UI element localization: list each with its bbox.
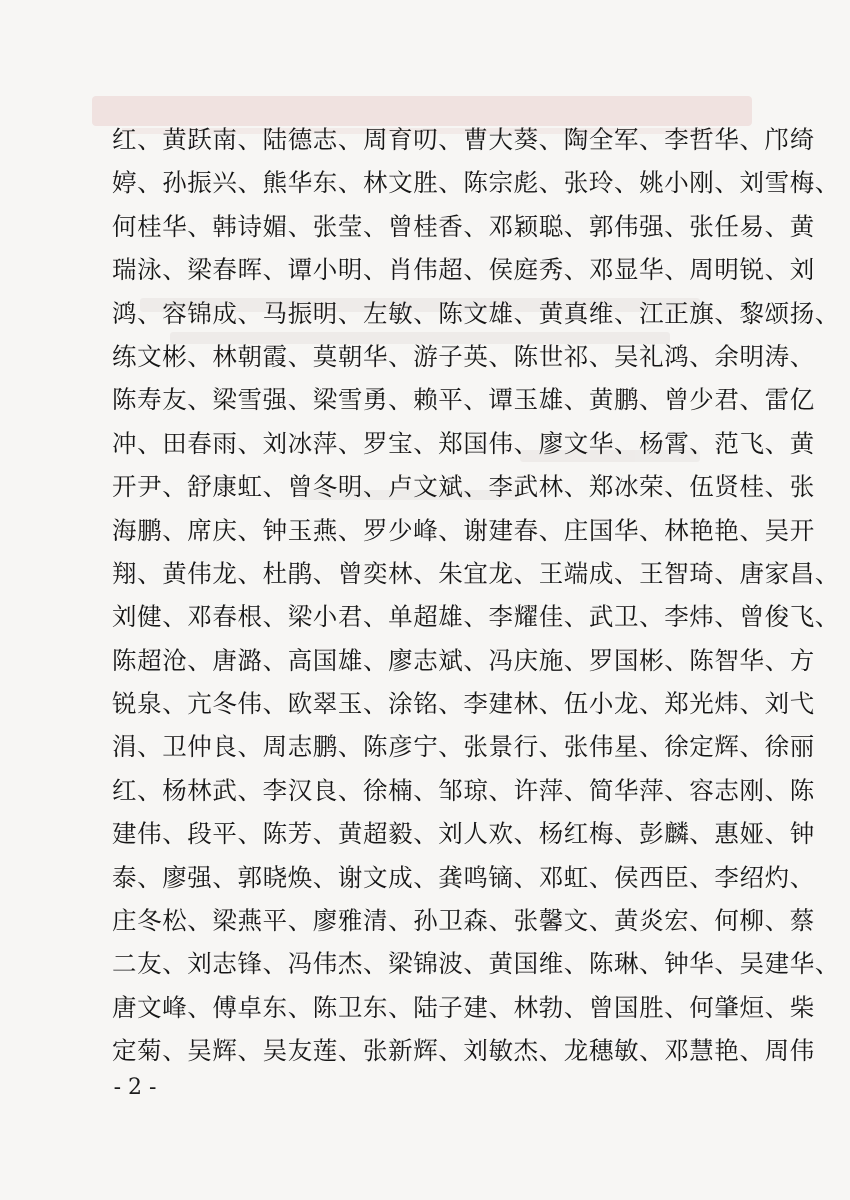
text-line: 海鹏、席庆、钟玉燕、罗少峰、谢建春、庄国华、林艳艳、吴开 [112, 515, 815, 545]
text-line: 陈超沧、唐潞、高国雄、廖志斌、冯庆施、罗国彬、陈智华、方 [112, 645, 815, 675]
text-line: 红、黄跃南、陆德志、周育叨、曹大葵、陶全军、李哲华、邝绮 [112, 125, 815, 154]
text-line: 何桂华、韩诗媚、张莹、曾桂香、邓颖聪、郭伟强、张任易、黄 [112, 211, 815, 241]
text-line: 冲、田春雨、刘冰萍、罗宝、郑国伟、廖文华、杨霄、范飞、黄 [112, 428, 815, 458]
text-line: 红、杨林武、李汉良、徐楠、邹琼、许萍、简华萍、容志刚、陈 [112, 775, 815, 805]
text-line: 开尹、舒康虹、曾冬明、卢文斌、李武林、郑冰荣、伍贤桂、张 [112, 472, 815, 502]
text-line: 练文彬、林朝霞、莫朝华、游子英、陈世祁、吴礼鸿、余明涛、 [112, 341, 815, 371]
page-number: - 2 - [113, 1075, 157, 1100]
text-line: 泰、廖强、郭晓焕、谢文成、龚鸣镝、邓虹、侯西臣、李绍灼、 [112, 862, 815, 892]
text-line: 二友、刘志锋、冯伟杰、梁锦波、黄国维、陈琳、钟华、吴建华、 [112, 949, 840, 979]
text-line: 刘健、邓春根、梁小君、单超雄、李耀佳、武卫、李炜、曾俊飞、 [112, 602, 840, 632]
text-line: 婷、孙振兴、熊华东、林文胜、陈宗彪、张玲、姚小刚、刘雪梅、 [112, 168, 840, 198]
text-line: 建伟、段平、陈芳、黄超毅、刘人欢、杨红梅、彭麟、惠娅、钟 [112, 819, 815, 849]
text-line: 涓、卫仲良、周志鹏、陈彦宁、张景行、张伟星、徐定辉、徐丽 [112, 732, 815, 762]
name-list-body [112, 118, 840, 1073]
text-line: 翔、黄伟龙、杜鹃、曾奕林、朱宜龙、王端成、王智琦、唐家昌、 [112, 558, 840, 588]
text-line: 锐泉、亢冬伟、欧翠玉、涂铭、李建林、伍小龙、郑光炜、刘弋 [112, 689, 815, 719]
text-line: 瑞泳、梁春晖、谭小明、肖伟超、侯庭秀、邓显华、周明锐、刘 [112, 255, 815, 285]
text-line: 庄冬松、梁燕平、廖雅清、孙卫森、张馨文、黄炎宏、何柳、蔡 [112, 906, 815, 936]
text-line: 鸿、容锦成、马振明、左敏、陈文雄、黄真维、江正旗、黎颂扬、 [112, 298, 840, 328]
text-line: 定菊、吴辉、吴友莲、张新辉、刘敏杰、龙穗敏、邓慧艳、周伟 [112, 1036, 815, 1066]
text-line: 陈寿友、梁雪强、梁雪勇、赖平、谭玉雄、黄鹏、曾少君、雷亿 [112, 385, 815, 415]
text-line: 唐文峰、傅卓东、陈卫东、陆子建、林勃、曾国胜、何肇烜、柴 [112, 992, 815, 1022]
